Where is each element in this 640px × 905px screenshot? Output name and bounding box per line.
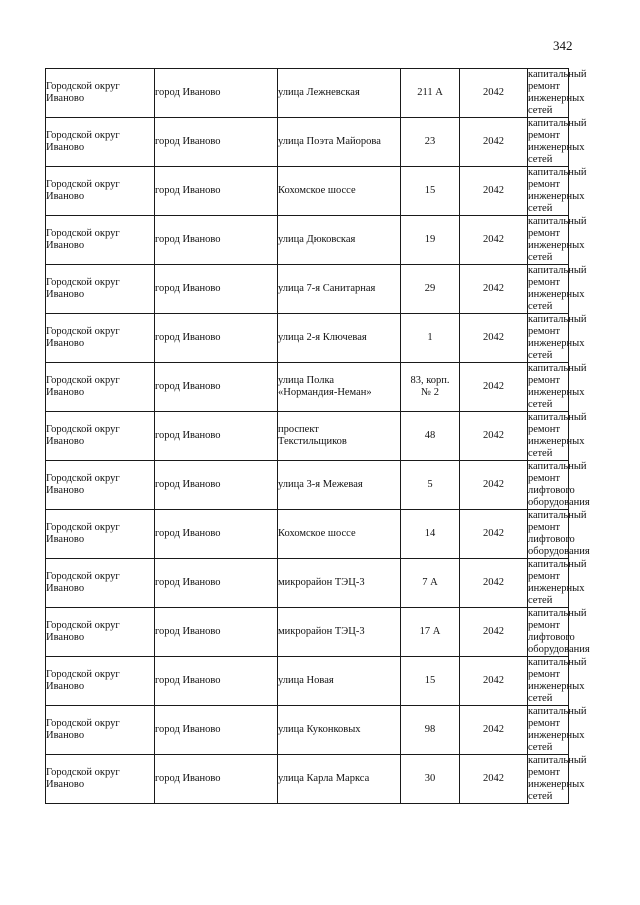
table-row (46, 657, 569, 706)
cell-work-type (528, 559, 587, 608)
cell-street-text: Кохомское шоссе (278, 185, 356, 196)
cell-work-type-text: капитальный ремонт лифтового оборудования (528, 510, 590, 557)
cell-okrug-text: Городской округ Иваново (46, 522, 120, 545)
cell-year (460, 706, 528, 755)
cell-street (278, 461, 401, 510)
cell-house-number-text: 19 (424, 234, 436, 245)
cell-street-text: улица 3-я Межевая (278, 479, 363, 490)
cell-work-type-text: капитальный ремонт инженерных сетей (528, 265, 587, 312)
cell-city (155, 657, 278, 706)
cell-year-text: 2042 (483, 577, 504, 588)
cell-street (278, 412, 401, 461)
cell-street-text: Кохомское шоссе (278, 528, 356, 539)
cell-street (278, 657, 401, 706)
cell-house-number-text: 211 А (417, 87, 443, 98)
cell-year-text: 2042 (483, 430, 504, 441)
cell-okrug (46, 461, 155, 510)
cell-year (460, 167, 528, 216)
cell-okrug (46, 69, 155, 118)
cell-house-number (401, 69, 460, 118)
page-number: 342 (553, 38, 573, 53)
cell-work-type (528, 412, 587, 461)
cell-city (155, 265, 278, 314)
cell-work-type (528, 608, 590, 657)
cell-city (155, 363, 278, 412)
cell-work-type (528, 167, 587, 216)
cell-house-number (401, 314, 460, 363)
cell-city-text: город Иваново (155, 430, 221, 441)
cell-street-text: улица Поэта Майорова (278, 136, 381, 147)
cell-city (155, 706, 278, 755)
cell-city (155, 167, 278, 216)
cell-okrug-text: Городской округ Иваново (46, 81, 120, 104)
cell-work-type (528, 69, 587, 118)
cell-city-text: город Иваново (155, 724, 221, 735)
cell-house-number (401, 706, 460, 755)
cell-house-number-text: 7 А (422, 577, 438, 588)
cell-street-text: улица Новая (278, 675, 334, 686)
cell-city-text: город Иваново (155, 675, 221, 686)
cell-work-type (528, 706, 587, 755)
cell-work-type-text: капитальный ремонт лифтового оборудования (528, 461, 590, 508)
cell-work-type-text: капитальный ремонт инженерных сетей (528, 755, 587, 802)
cell-city-text: город Иваново (155, 185, 221, 196)
cell-year (460, 118, 528, 167)
cell-okrug (46, 118, 155, 167)
cell-okrug-text: Городской округ Иваново (46, 228, 120, 251)
cell-year-text: 2042 (483, 136, 504, 147)
cell-okrug-text: Городской округ Иваново (46, 130, 120, 153)
cell-city (155, 559, 278, 608)
cell-work-type-text: капитальный ремонт инженерных сетей (528, 69, 587, 116)
table-row (46, 608, 569, 657)
table-row (46, 755, 569, 804)
cell-city (155, 314, 278, 363)
cell-street (278, 559, 401, 608)
cell-city-text: город Иваново (155, 332, 221, 343)
cell-okrug (46, 363, 155, 412)
cell-street (278, 706, 401, 755)
cell-street (278, 755, 401, 804)
cell-okrug-text: Городской округ Иваново (46, 718, 120, 741)
table-row (46, 69, 569, 118)
cell-house-number (401, 216, 460, 265)
cell-house-number-text: 15 (424, 185, 436, 196)
cell-street (278, 363, 401, 412)
cell-street (278, 167, 401, 216)
cell-year (460, 412, 528, 461)
cell-house-number-text: 1 (427, 332, 433, 343)
cell-okrug-text: Городской округ Иваново (46, 326, 120, 349)
cell-work-type-text: капитальный ремонт инженерных сетей (528, 118, 587, 165)
cell-work-type-text: капитальный ремонт инженерных сетей (528, 559, 587, 606)
table-row (46, 314, 569, 363)
cell-okrug (46, 755, 155, 804)
cell-city-text: город Иваново (155, 136, 221, 147)
cell-house-number (401, 608, 460, 657)
cell-work-type-text: капитальный ремонт инженерных сетей (528, 412, 587, 459)
cell-year-text: 2042 (483, 87, 504, 98)
cell-year (460, 559, 528, 608)
cell-year (460, 657, 528, 706)
cell-year (460, 69, 528, 118)
cell-house-number (401, 265, 460, 314)
cell-year-text: 2042 (483, 381, 504, 392)
cell-house-number (401, 363, 460, 412)
cell-house-number (401, 118, 460, 167)
cell-street-text: улица Полка «Нормандия-Неман» (278, 375, 372, 398)
cell-okrug (46, 706, 155, 755)
cell-street (278, 118, 401, 167)
cell-work-type (528, 216, 587, 265)
cell-work-type-text: капитальный ремонт лифтового оборудования (528, 608, 590, 655)
table-body (46, 69, 590, 804)
cell-year-text: 2042 (483, 283, 504, 294)
cell-work-type (528, 265, 587, 314)
cell-year (460, 363, 528, 412)
cell-city (155, 608, 278, 657)
cell-okrug (46, 167, 155, 216)
cell-city-text: город Иваново (155, 87, 221, 98)
cell-city-text: город Иваново (155, 283, 221, 294)
table-row (46, 412, 569, 461)
cell-house-number (401, 167, 460, 216)
cell-okrug (46, 265, 155, 314)
cell-house-number (401, 755, 460, 804)
cell-city (155, 69, 278, 118)
cell-house-number-text: 98 (424, 724, 436, 735)
cell-city-text: город Иваново (155, 234, 221, 245)
table-row (46, 363, 569, 412)
cell-okrug (46, 314, 155, 363)
cell-city-text: город Иваново (155, 528, 221, 539)
cell-street (278, 69, 401, 118)
cell-year (460, 216, 528, 265)
cell-city-text: город Иваново (155, 773, 221, 784)
cell-street-text: проспект Текстильщиков (278, 424, 347, 447)
cell-street-text: улица Куконковых (278, 724, 361, 735)
cell-year-text: 2042 (483, 626, 504, 637)
cell-work-type-text: капитальный ремонт инженерных сетей (528, 216, 587, 263)
cell-okrug-text: Городской округ Иваново (46, 571, 120, 594)
cell-year-text: 2042 (483, 675, 504, 686)
table-row (46, 167, 569, 216)
cell-city-text: город Иваново (155, 479, 221, 490)
cell-okrug-text: Городской округ Иваново (46, 620, 120, 643)
cell-house-number-text: 17 А (419, 626, 441, 637)
cell-year-text: 2042 (483, 185, 504, 196)
cell-street (278, 265, 401, 314)
repair-schedule-table (45, 68, 590, 804)
cell-city (155, 216, 278, 265)
cell-work-type (528, 363, 587, 412)
table-row (46, 706, 569, 755)
cell-house-number (401, 412, 460, 461)
cell-street (278, 510, 401, 559)
cell-year (460, 265, 528, 314)
cell-okrug-text: Городской округ Иваново (46, 767, 120, 790)
cell-work-type (528, 118, 587, 167)
cell-year (460, 608, 528, 657)
cell-city (155, 118, 278, 167)
cell-year-text: 2042 (483, 724, 504, 735)
cell-house-number-text: 5 (427, 479, 433, 490)
cell-city-text: город Иваново (155, 577, 221, 588)
cell-okrug-text: Городской округ Иваново (46, 277, 120, 300)
cell-work-type (528, 510, 590, 559)
cell-street-text: улица 7-я Санитарная (278, 283, 376, 294)
cell-house-number (401, 657, 460, 706)
cell-year (460, 314, 528, 363)
cell-house-number-text: 29 (424, 283, 436, 294)
cell-okrug (46, 608, 155, 657)
cell-year-text: 2042 (483, 773, 504, 784)
cell-street (278, 216, 401, 265)
cell-work-type-text: капитальный ремонт инженерных сетей (528, 363, 587, 410)
cell-year-text: 2042 (483, 528, 504, 539)
cell-house-number (401, 510, 460, 559)
cell-year-text: 2042 (483, 234, 504, 245)
cell-house-number-text: 30 (424, 773, 436, 784)
table-row (46, 216, 569, 265)
cell-house-number-text: 23 (424, 136, 436, 147)
cell-okrug-text: Городской округ Иваново (46, 179, 120, 202)
cell-okrug (46, 657, 155, 706)
cell-city-text: город Иваново (155, 626, 221, 637)
cell-year (460, 755, 528, 804)
cell-house-number-text: 83, корп. № 2 (410, 375, 450, 398)
table-row (46, 559, 569, 608)
table-row (46, 118, 569, 167)
cell-okrug (46, 216, 155, 265)
cell-house-number-text: 14 (424, 528, 436, 539)
table-row (46, 510, 569, 559)
cell-house-number-text: 15 (424, 675, 436, 686)
cell-work-type-text: капитальный ремонт инженерных сетей (528, 706, 587, 753)
cell-street-text: улица Лежневская (278, 87, 360, 98)
cell-year (460, 510, 528, 559)
cell-work-type (528, 461, 590, 510)
cell-street-text: улица Карла Маркса (278, 773, 370, 784)
cell-year (460, 461, 528, 510)
cell-city (155, 755, 278, 804)
cell-street-text: улица 2-я Ключевая (278, 332, 367, 343)
cell-work-type (528, 657, 587, 706)
cell-okrug (46, 559, 155, 608)
cell-house-number-text: 48 (424, 430, 436, 441)
cell-work-type (528, 755, 587, 804)
cell-street (278, 608, 401, 657)
table-row (46, 265, 569, 314)
cell-work-type-text: капитальный ремонт инженерных сетей (528, 167, 587, 214)
cell-work-type-text: капитальный ремонт инженерных сетей (528, 314, 587, 361)
cell-street-text: микрорайон ТЭЦ-3 (278, 626, 365, 637)
cell-work-type (528, 314, 587, 363)
cell-house-number (401, 461, 460, 510)
table-row (46, 461, 569, 510)
cell-street (278, 314, 401, 363)
cell-house-number (401, 559, 460, 608)
cell-work-type-text: капитальный ремонт инженерных сетей (528, 657, 587, 704)
cell-okrug (46, 412, 155, 461)
cell-year-text: 2042 (483, 332, 504, 343)
cell-okrug-text: Городской округ Иваново (46, 473, 120, 496)
cell-okrug-text: Городской округ Иваново (46, 375, 120, 398)
cell-okrug-text: Городской округ Иваново (46, 424, 120, 447)
cell-city (155, 461, 278, 510)
cell-city (155, 412, 278, 461)
cell-street-text: микрорайон ТЭЦ-3 (278, 577, 365, 588)
cell-okrug (46, 510, 155, 559)
cell-city-text: город Иваново (155, 381, 221, 392)
cell-street-text: улица Дюковская (278, 234, 356, 245)
cell-city (155, 510, 278, 559)
cell-okrug-text: Городской округ Иваново (46, 669, 120, 692)
cell-year-text: 2042 (483, 479, 504, 490)
